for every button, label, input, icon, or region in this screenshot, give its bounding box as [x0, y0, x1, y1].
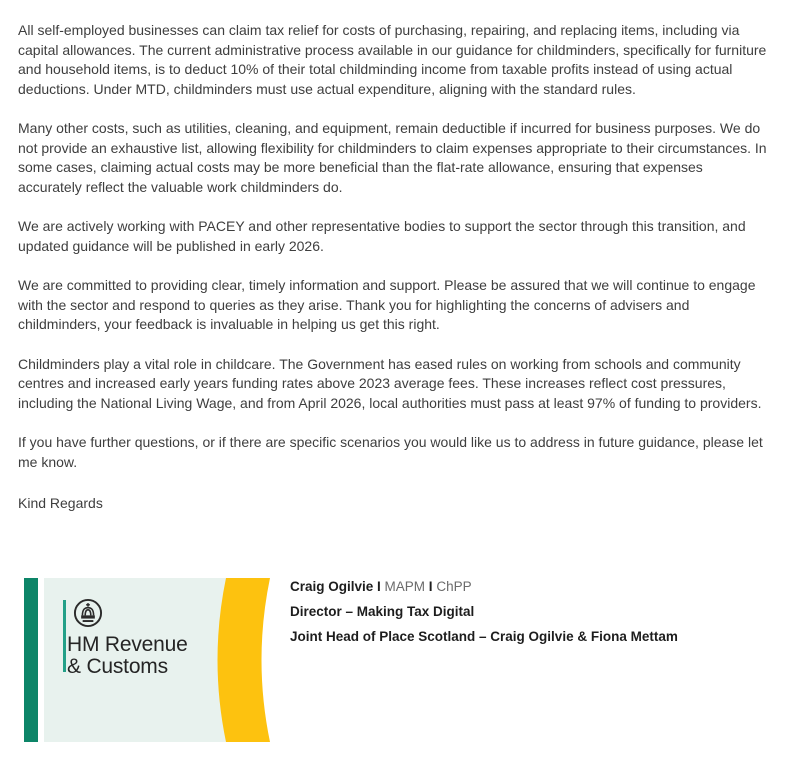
signature-separator: I: [428, 579, 433, 594]
paragraph: Childminders play a vital role in childcare. The Government has eased rules on working from schools and community centres and increased early years funding rates above 2023 average fees. These increases reflect cost pressures, including the National Living Wage, and from April 2026, local authorities must pass at least 97% of funding to providers.: [18, 355, 762, 411]
paragraph: Many other costs, such as utilities, cleaning, and equipment, remain deductible if incurred for business purposes. We do not provide an exhaustive list, allowing flexibility for childminders to claim expenses appropriate to their circumstances. In some cases, claiming actual costs may be more beneficial than the flat-rate allowance, ensuring that expenses accurately reflect the valuable work childminders do.: [18, 120, 767, 195]
signature-text: [290, 574, 678, 649]
crown-icon: [73, 598, 103, 628]
logo-teal-rule: [63, 600, 66, 672]
hmrc-logo: [24, 578, 300, 742]
yellow-swoosh-icon: [213, 578, 275, 742]
message-content: [18, 21, 768, 534]
hmrc-logo-line2: & Customs: [67, 655, 168, 678]
signature-block: [0, 574, 786, 754]
hmrc-logo-text: [67, 634, 188, 678]
signature-name: Craig Ogilvie I: [290, 579, 381, 594]
hmrc-logo-line1: HM Revenue: [67, 633, 188, 656]
logo-green-bar: [24, 578, 38, 742]
closing-salutation: Kind Regards: [18, 495, 103, 511]
signature-job-title: Director – Making Tax Digital: [290, 604, 475, 619]
signature-credential: MAPM: [380, 579, 429, 594]
signature-role: Joint Head of Place Scotland – Craig Ogilvie & Fiona Mettam: [290, 629, 678, 644]
paragraph: We are actively working with PACEY and other representative bodies to support the sector through this transition, and updated guidance will be published in early 2026.: [18, 218, 746, 254]
paragraph: If you have further questions, or if there are specific scenarios you would like us to address in future guidance, please let me know.: [18, 434, 763, 470]
paragraph: We are committed to providing clear, timely information and support. Please be assured that we will continue to engage with the sector and respond to queries as they arise. Thank you for highlighting the concerns of advisers and childminders, your feedback is invaluable in helping us get this right.: [18, 277, 756, 332]
signature-name-line: [290, 574, 678, 599]
signature-credential: ChPP: [432, 579, 472, 594]
paragraph: All self-employed businesses can claim tax relief for costs of purchasing, repairing, and replacing items, including via capital allowances. The current administrative process available in our guidance for childminders, specifically for furniture and household items, is to deduct 10% of their total childminding income from taxable profits instead of using actual deductions. Under MTD, childminders must use actual expenditure, aligning with the standard rules.: [18, 22, 767, 97]
